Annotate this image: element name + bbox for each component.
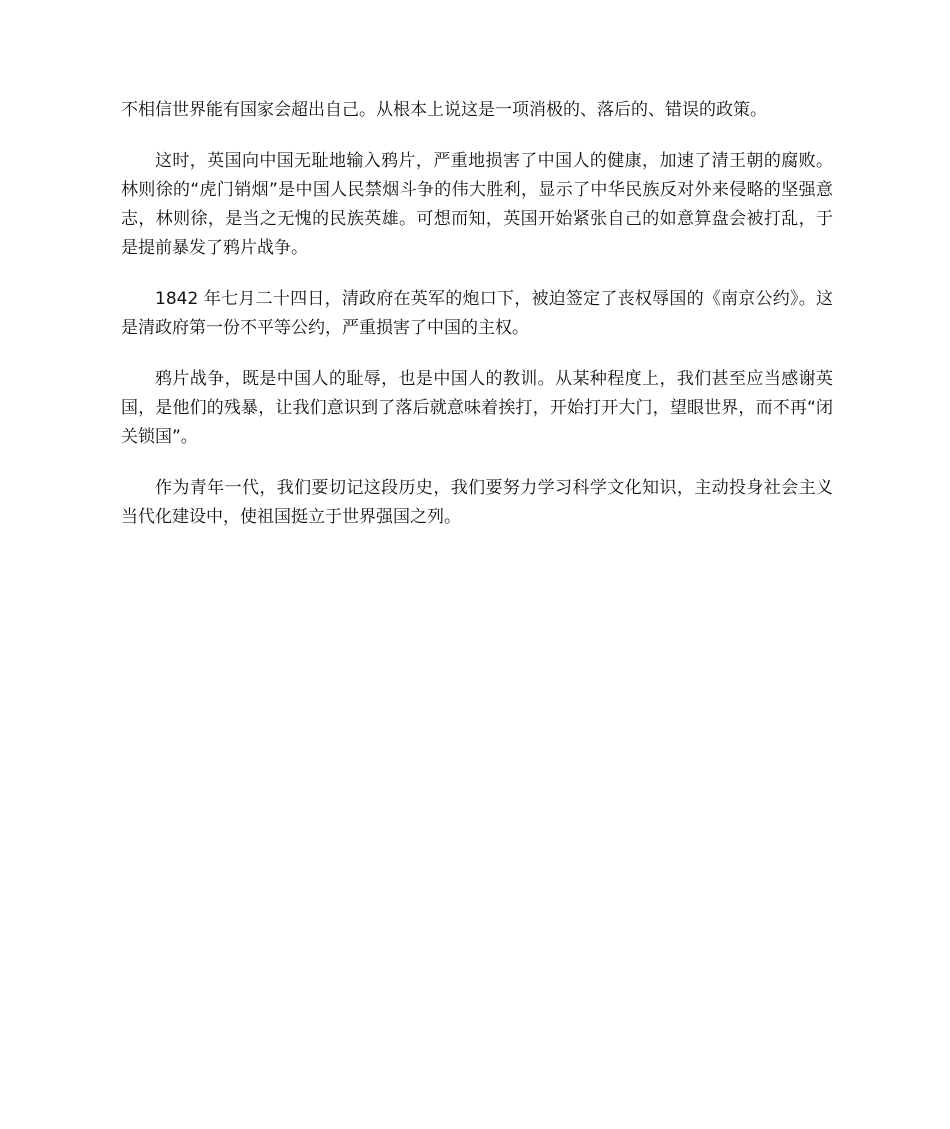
paragraph-lesson: 鸦片战争，既是中国人的耻辱，也是中国人的教训。从某种程度上，我们甚至应当感谢英国，是他们的残暴，让我们意识到了落后就意味着挨打，开始打开大门，望眼世界，而不再“闭关锁国”。: [121, 369, 833, 447]
paragraph-opium-import: 这时，英国向中国无耻地输入鸦片，严重地损害了中国人的健康，加速了清王朝的腐败。林则徐的“虎门销烟”是中国人民禁烟斗争的伟大胜利，显示了中华民族反对外来侵略的坚强意志，林则徐，是当之无愧的民族英雄。可想而知，英国开始紧张自己的如意算盘会被打乱，于是提前暴发了鸦片战争。: [121, 151, 833, 258]
paragraph-youth: 作为青年一代，我们要切记这段历史，我们要努力学习科学文化知识，主动投身社会主义当代化建设中，使祖国挺立于世界强国之列。: [121, 478, 833, 527]
document-body: [121, 96, 833, 554]
paragraph-nanjing-treaty: 1842 年七月二十四日，清政府在英军的炮口下，被迫签定了丧权辱国的《南京公约》。这是清政府第一份不平等公约，严重损害了中国的主权。: [121, 289, 833, 338]
paragraph-continuation: 不相信世界能有国家会超出自己。从根本上说这是一项消极的、落后的、错误的政策。: [121, 100, 767, 120]
